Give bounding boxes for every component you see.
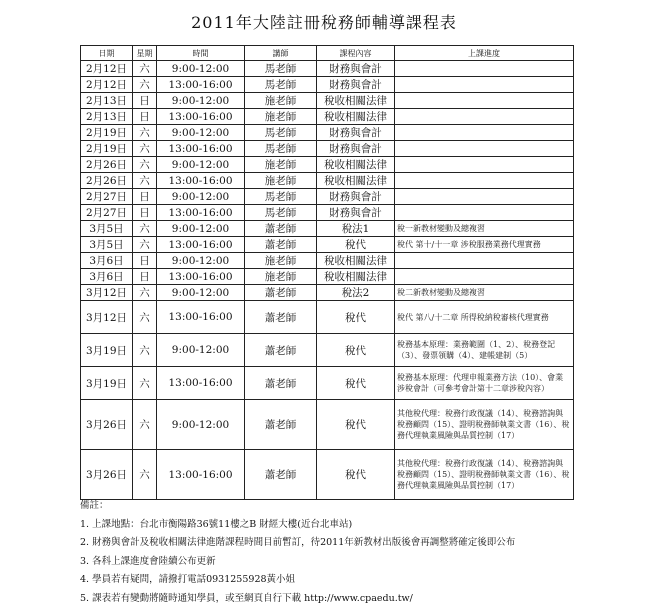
column-header-course: 課程內容 (317, 46, 395, 61)
cell-course: 稅收相關法律 (317, 157, 395, 173)
cell-teacher: 馬老師 (245, 125, 317, 141)
cell-weekday: 六 (133, 77, 157, 93)
cell-time: 13:00-16:00 (157, 205, 245, 221)
table-header-row (81, 46, 574, 61)
cell-teacher: 馬老師 (245, 141, 317, 157)
cell-course: 稅代 (317, 400, 395, 450)
cell-teacher: 施老師 (245, 269, 317, 285)
cell-teacher: 施老師 (245, 93, 317, 109)
note-item: 3. 各科上課進度會陸續公布更新 (80, 553, 640, 572)
table-row (81, 109, 574, 125)
cell-weekday: 六 (133, 221, 157, 237)
cell-progress (395, 205, 574, 221)
cell-progress: 稅代 第十/十一章 涉稅服務業務代理實務 (395, 237, 574, 253)
cell-weekday: 日 (133, 93, 157, 109)
cell-weekday: 六 (133, 61, 157, 77)
cell-weekday: 日 (133, 269, 157, 285)
table-row (81, 269, 574, 285)
cell-date: 2月19日 (81, 125, 133, 141)
cell-progress (395, 77, 574, 93)
column-header-weekday: 星期 (133, 46, 157, 61)
cell-time: 9:00-12:00 (157, 125, 245, 141)
table-row (81, 157, 574, 173)
cell-course: 稅收相關法律 (317, 253, 395, 269)
cell-teacher: 馬老師 (245, 189, 317, 205)
cell-date: 2月13日 (81, 93, 133, 109)
cell-weekday: 六 (133, 173, 157, 189)
cell-date: 3月19日 (81, 367, 133, 400)
table-row (81, 237, 574, 253)
cell-time: 9:00-12:00 (157, 93, 245, 109)
cell-weekday: 六 (133, 301, 157, 334)
cell-time: 9:00-12:00 (157, 400, 245, 450)
cell-time: 9:00-12:00 (157, 253, 245, 269)
cell-progress (395, 189, 574, 205)
cell-weekday: 日 (133, 109, 157, 125)
cell-progress: 其他稅代理：稅務行政復議（14）、稅務諮詢與稅務顧問（15）、證明稅務師執業文書（16）、稅務代理執業風險與品質控制（17） (395, 400, 574, 450)
note-item: 5. 課表若有變動將隨時通知學員，或至網頁自行下載 http://www.cpaedu.tw/ (80, 590, 640, 608)
cell-time: 13:00-16:00 (157, 237, 245, 253)
cell-time: 13:00-16:00 (157, 269, 245, 285)
cell-teacher: 蕭老師 (245, 221, 317, 237)
cell-time: 13:00-16:00 (157, 367, 245, 400)
column-header-progress: 上課進度 (395, 46, 574, 61)
cell-teacher: 蕭老師 (245, 450, 317, 500)
cell-progress (395, 269, 574, 285)
cell-teacher: 蕭老師 (245, 367, 317, 400)
table-row (81, 253, 574, 269)
cell-progress (395, 253, 574, 269)
cell-teacher: 蕭老師 (245, 237, 317, 253)
cell-course: 財務與會計 (317, 189, 395, 205)
table-row (81, 93, 574, 109)
cell-date: 3月6日 (81, 253, 133, 269)
table-row (81, 141, 574, 157)
cell-course: 財務與會計 (317, 77, 395, 93)
table-row (81, 189, 574, 205)
cell-date: 3月19日 (81, 334, 133, 367)
cell-progress (395, 125, 574, 141)
cell-time: 9:00-12:00 (157, 334, 245, 367)
cell-progress: 稅代 第八/十二章 所得稅納稅審核代理實務 (395, 301, 574, 334)
cell-weekday: 日 (133, 189, 157, 205)
cell-weekday: 六 (133, 400, 157, 450)
cell-progress (395, 173, 574, 189)
cell-teacher: 馬老師 (245, 77, 317, 93)
note-item: 2. 財務與會計及稅收相關法律進階課程時間目前暫訂，待2011年新教材出版後會再調整將確定後即公布 (80, 534, 640, 553)
table-row (81, 173, 574, 189)
cell-course: 稅代 (317, 367, 395, 400)
cell-time: 13:00-16:00 (157, 77, 245, 93)
cell-weekday: 日 (133, 205, 157, 221)
cell-course: 稅代 (317, 334, 395, 367)
cell-weekday: 六 (133, 125, 157, 141)
cell-time: 9:00-12:00 (157, 157, 245, 173)
cell-date: 3月26日 (81, 400, 133, 450)
cell-time: 13:00-16:00 (157, 173, 245, 189)
cell-date: 2月27日 (81, 189, 133, 205)
cell-time: 9:00-12:00 (157, 285, 245, 301)
cell-time: 9:00-12:00 (157, 189, 245, 205)
page-title: 2011年大陸註冊稅務師輔導課程表 (0, 10, 648, 33)
cell-course: 財務與會計 (317, 61, 395, 77)
cell-teacher: 施老師 (245, 253, 317, 269)
cell-date: 2月19日 (81, 141, 133, 157)
cell-date: 2月13日 (81, 109, 133, 125)
cell-progress (395, 141, 574, 157)
cell-weekday: 六 (133, 157, 157, 173)
cell-date: 3月26日 (81, 450, 133, 500)
cell-course: 稅收相關法律 (317, 93, 395, 109)
cell-progress: 稅一新教材變動及總複習 (395, 221, 574, 237)
cell-progress: 稅務基本原理：業務範圍（1、2）、稅務登記（3）、發票領購（4）、建帳建制（5） (395, 334, 574, 367)
cell-teacher: 馬老師 (245, 61, 317, 77)
cell-date: 3月12日 (81, 285, 133, 301)
cell-course: 財務與會計 (317, 205, 395, 221)
cell-time: 13:00-16:00 (157, 141, 245, 157)
cell-weekday: 六 (133, 450, 157, 500)
cell-course: 財務與會計 (317, 125, 395, 141)
cell-weekday: 六 (133, 285, 157, 301)
table-row (81, 61, 574, 77)
cell-date: 2月26日 (81, 173, 133, 189)
cell-course: 稅法1 (317, 221, 395, 237)
cell-date: 2月26日 (81, 157, 133, 173)
cell-date: 3月5日 (81, 221, 133, 237)
cell-teacher: 施老師 (245, 173, 317, 189)
schedule-table (80, 45, 574, 500)
cell-weekday: 六 (133, 141, 157, 157)
cell-teacher: 蕭老師 (245, 285, 317, 301)
cell-date: 3月12日 (81, 301, 133, 334)
cell-course: 稅收相關法律 (317, 109, 395, 125)
table-row (81, 301, 574, 334)
cell-course: 稅代 (317, 450, 395, 500)
cell-time: 9:00-12:00 (157, 221, 245, 237)
cell-time: 9:00-12:00 (157, 61, 245, 77)
table-row (81, 367, 574, 400)
cell-course: 稅法2 (317, 285, 395, 301)
cell-weekday: 六 (133, 334, 157, 367)
table-row (81, 77, 574, 93)
cell-progress (395, 61, 574, 77)
column-header-date: 日期 (81, 46, 133, 61)
cell-course: 稅代 (317, 301, 395, 334)
cell-teacher: 蕭老師 (245, 301, 317, 334)
cell-teacher: 蕭老師 (245, 334, 317, 367)
table-row (81, 334, 574, 367)
cell-course: 財務與會計 (317, 141, 395, 157)
table-row (81, 125, 574, 141)
column-header-time: 時間 (157, 46, 245, 61)
cell-weekday: 六 (133, 237, 157, 253)
cell-progress (395, 109, 574, 125)
column-header-teacher: 講師 (245, 46, 317, 61)
cell-progress (395, 157, 574, 173)
cell-weekday: 日 (133, 253, 157, 269)
cell-time: 13:00-16:00 (157, 450, 245, 500)
cell-progress (395, 93, 574, 109)
cell-time: 13:00-16:00 (157, 109, 245, 125)
note-item: 1. 上課地點：台北市衡陽路36號11樓之B 財經大樓(近台北車站) (80, 516, 640, 535)
table-row (81, 400, 574, 450)
cell-weekday: 六 (133, 367, 157, 400)
table-row (81, 285, 574, 301)
cell-course: 稅收相關法律 (317, 269, 395, 285)
cell-teacher: 馬老師 (245, 205, 317, 221)
cell-course: 稅代 (317, 237, 395, 253)
cell-date: 2月12日 (81, 77, 133, 93)
table-row (81, 205, 574, 221)
cell-date: 3月5日 (81, 237, 133, 253)
cell-course: 稅收相關法律 (317, 173, 395, 189)
cell-progress: 其他稅代理：稅務行政復議（14）、稅務諮詢與稅務顧問（15）、證明稅務師執業文書（16）、稅務代理執業風險與品質控制（17） (395, 450, 574, 500)
cell-date: 2月27日 (81, 205, 133, 221)
cell-teacher: 施老師 (245, 109, 317, 125)
cell-teacher: 施老師 (245, 157, 317, 173)
table-row (81, 221, 574, 237)
note-item: 4. 學員若有疑問，請撥打電話0931255928黃小姐 (80, 571, 640, 590)
notes-heading: 備註： (80, 497, 640, 516)
cell-progress: 稅務基本原理：代理申報業務方法（10）、會業涉稅會計（可參考會計第十二章涉稅內容） (395, 367, 574, 400)
cell-teacher: 蕭老師 (245, 400, 317, 450)
table-row (81, 450, 574, 500)
cell-date: 3月6日 (81, 269, 133, 285)
notes-section (80, 497, 640, 608)
cell-time: 13:00-16:00 (157, 301, 245, 334)
cell-date: 2月12日 (81, 61, 133, 77)
cell-progress: 稅二新教材變動及總複習 (395, 285, 574, 301)
